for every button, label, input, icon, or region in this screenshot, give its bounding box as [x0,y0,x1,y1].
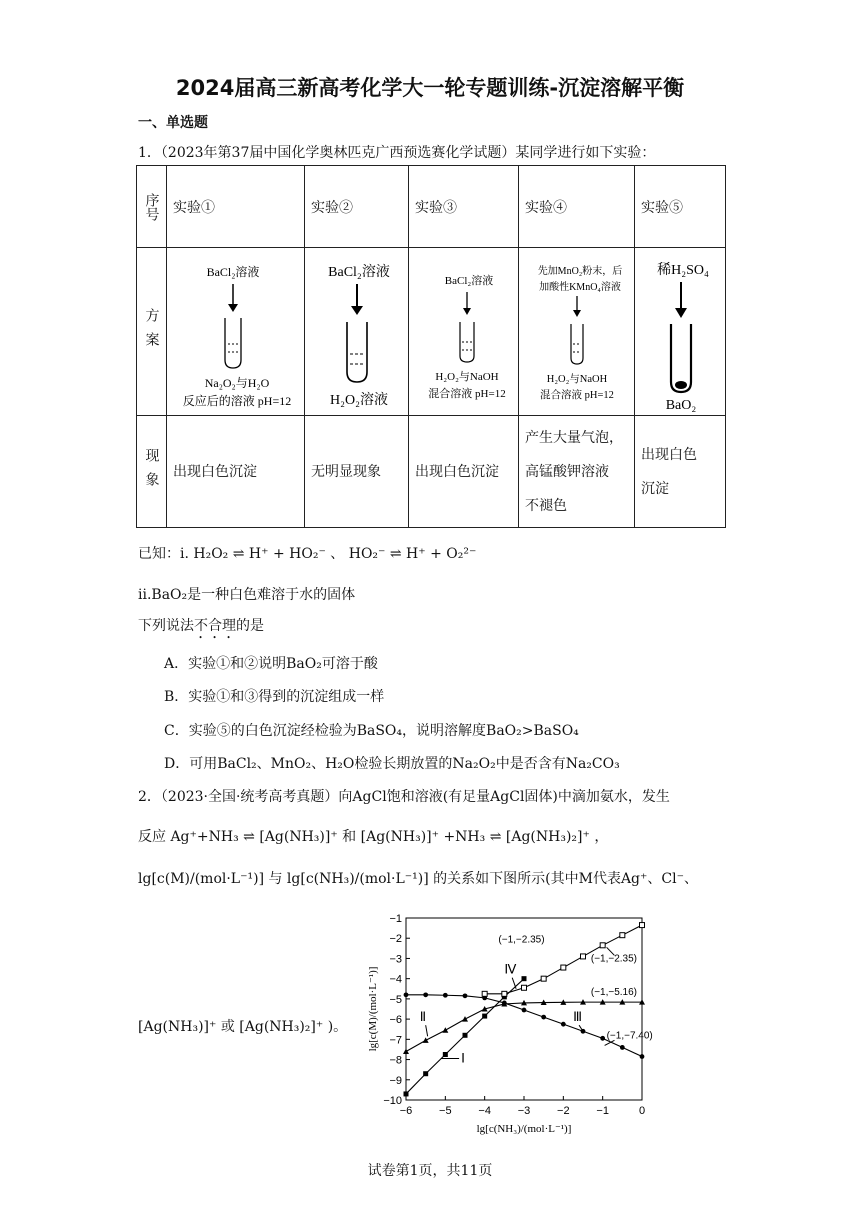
phenomenon-1 [167,416,305,528]
data-point [620,1045,625,1050]
y-tick-label: −3 [389,953,402,966]
x-axis-label: lg[c(NH₃)/(mol·L⁻¹)] [476,1123,572,1135]
test-tube-diagram-4 [525,252,635,412]
x-tick-label: −3 [517,1105,531,1117]
reagent-label: BaCl₂溶液 [328,264,390,280]
reagent-line-2: 加酸性KMnO₄溶液 [539,281,621,293]
phenomenon-text: 出现白色沉淀 [173,463,257,480]
data-point [561,965,566,970]
table-row [137,248,726,416]
data-point [463,993,468,998]
arrow-head [463,308,471,315]
curve-label-3: Ⅲ [573,1009,583,1025]
curve-label-leader [426,1025,428,1036]
page-footer: 试卷第1页，共11页 [367,1163,493,1179]
exp-header-2: 实验② [305,166,409,248]
plan-5 [635,248,726,416]
data-point [443,1052,448,1057]
solid-precipitate [675,381,687,389]
data-point [581,954,586,959]
table-row [137,166,726,248]
note-line-1: BaO₂ [665,397,697,412]
row-header-phenomenon: 现象 [137,416,167,528]
data-point [502,991,507,996]
page-title: 2024届高三新高考化学大一轮专题训练-沉淀溶解平衡 [175,76,685,100]
option-a[interactable]: A．实验①和②说明BaO₂可溶于酸 [164,656,378,672]
phenomenon-3 [409,416,519,528]
note-line-1: H₂O₂与NaOH [435,370,499,383]
test-tube [225,318,241,368]
x-tick-label: 0 [638,1105,646,1117]
reagent-label: BaCl₂溶液 [206,264,260,279]
exp-header-1: 实验① [167,166,305,248]
data-point [522,1008,527,1013]
y-tick-label: −5 [389,993,402,1006]
section-heading: 一、单选题 [138,115,208,131]
phenomenon-2 [305,416,409,528]
ask-prefix: 下列说法 [138,618,194,634]
plan-3 [409,248,519,416]
phenomenon-4 [519,416,635,528]
test-tube-diagram-3 [415,252,519,412]
data-point [403,1048,409,1054]
arrow-head [351,306,363,315]
phenomenon-text: 高锰酸钾溶液 [525,463,609,480]
annotation: (−1,−2.35) [590,953,638,965]
annotation: (−1,−5.16) [590,986,638,998]
data-point [463,1033,468,1038]
question-1-stem: 1．（2023年第37届中国化学奥林匹克广西预选赛化学试题）某同学进行如下实验： [138,145,656,161]
curve-label-2: Ⅱ [419,1009,427,1025]
data-point [482,991,487,996]
phenomenon-5 [635,416,726,528]
phenomenon-text: 无明显现象 [311,463,381,480]
exp-header-3: 实验③ [409,166,519,248]
arrow-head [228,304,238,312]
known-ii: ii.BaO₂是一种白色难溶于水的固体 [138,587,356,603]
reagent-line-1: 先加MnO₂粉末，后 [537,265,623,277]
test-tube-diagram-1 [173,252,307,412]
data-point [404,1091,409,1096]
x-tick-label: −6 [399,1105,413,1117]
data-point [423,1037,429,1043]
y-tick-label: −7 [389,1034,402,1047]
row-header-seq: 序号 [137,166,167,248]
arrow-head [675,308,687,318]
data-point [522,976,527,981]
data-point [541,976,546,981]
reagent-label: 稀H₂SO₄ [657,262,709,278]
curve-label-4: Ⅳ [504,961,517,977]
option-d[interactable]: D．可用BaCl₂、MnO₂、H₂O检验长期放置的Na₂O₂中是否含有Na₂CO₃ [164,756,620,772]
y-tick-label: −1 [389,913,402,925]
data-point [502,1001,507,1006]
x-tick-label: −1 [596,1105,609,1117]
data-point [640,1054,645,1059]
data-point [561,1022,566,1027]
ask-emphasis: 不合理 [194,618,236,634]
phenomenon-text: 出现白色沉淀 [415,463,499,480]
question-2-line-1: 2．（2023·全国·统考高考真题）向AgCl饱和溶液(有足量AgCl固体)中滴加氨水，发生 [138,789,670,805]
y-tick-label: −8 [389,1054,402,1067]
y-tick-label: −2 [389,933,402,946]
x-tick-label: −5 [439,1105,452,1117]
line-chart [360,908,660,1143]
question-1-ask [138,615,264,642]
y-tick-label: −4 [389,973,402,986]
question-2-line-2: 反应 Ag⁺+NH₃ ⇌ [Ag(NH₃)]⁺ 和 [Ag(NH₃)]⁺ +NH₃ ⇌ [Ag(NH₃)₂]⁺ ， [138,829,609,845]
note-line-1: H₂O₂与NaOH [546,373,608,385]
data-point [640,923,645,928]
note-line-1: H₂O₂溶液 [330,392,388,408]
data-point [443,993,448,998]
option-c[interactable]: C．实验⑤的白色沉淀经检验为BaSO₄，说明溶解度BaO₂>BaSO₄ [164,723,579,739]
row-header-plan: 方案 [137,248,167,416]
arrow-head [573,310,581,317]
data-point [462,1016,468,1022]
plan-2 [305,248,409,416]
data-point [541,1015,546,1020]
experiment-table [136,165,726,528]
exp-header-4: 实验④ [519,166,635,248]
x-tick-label: −2 [557,1105,570,1117]
y-tick-label: −6 [389,1014,402,1027]
data-point [442,1027,448,1033]
note-line-2: 混合溶液 pH=12 [428,387,506,400]
annotation: (−1,−2.35) [498,934,545,946]
reagent-label: BaCl₂溶液 [444,274,494,287]
y-axis-label: lg[c(M)/(mol·L⁻¹)] [367,966,379,1052]
phenomenon-text: 沉淀 [641,480,669,497]
curve-label-1: Ⅰ [461,1050,465,1066]
y-tick-label: −10 [383,1095,402,1107]
data-point [600,1036,605,1041]
note-line-2: 反应后的溶液 pH=12 [182,393,292,408]
question-2-line-4: [Ag(NH₃)]⁺ 或 [Ag(NH₃)₂]⁺ )。 [138,1019,348,1035]
plan-1 [167,248,305,416]
note-line-1: Na₂O₂与H₂O [204,375,270,390]
option-b[interactable]: B．实验①和③得到的沉淀组成一样 [164,689,385,705]
test-tube-diagram-5 [641,252,727,412]
data-point [423,1071,428,1076]
phenomenon-text: 产生大量气泡， [525,429,623,446]
x-tick-label: −4 [478,1105,491,1117]
table-row [137,416,726,528]
exp-header-5: 实验⑤ [635,166,726,248]
data-point [423,992,428,997]
question-2-line-3: lg[c(M)/(mol·L⁻¹)] 与 lg[c(NH₃)/(mol·L⁻¹)] 的关系如下图所示(其中M代表Ag⁺、Cl⁻、 [138,871,698,887]
data-point [620,933,625,938]
data-point [482,1014,487,1019]
note-line-2: 混合溶液 pH=12 [540,389,614,401]
phenomenon-text: 不褪色 [525,497,567,514]
plan-4 [519,248,635,416]
test-tube-diagram-2 [311,252,411,412]
annotation: (−1,−7.40) [606,1030,653,1042]
data-point [522,985,527,990]
data-point [600,943,605,948]
test-tube [347,322,367,382]
y-tick-label: −9 [389,1074,402,1087]
data-point [404,992,409,997]
phenomenon-text: 出现白色 [641,446,697,463]
ask-suffix: 的是 [236,618,264,634]
known-i: 已知：i. H₂O₂ ⇌ H⁺ + HO₂⁻ 、 HO₂⁻ ⇌ H⁺ + O₂²⁻ [138,546,477,562]
